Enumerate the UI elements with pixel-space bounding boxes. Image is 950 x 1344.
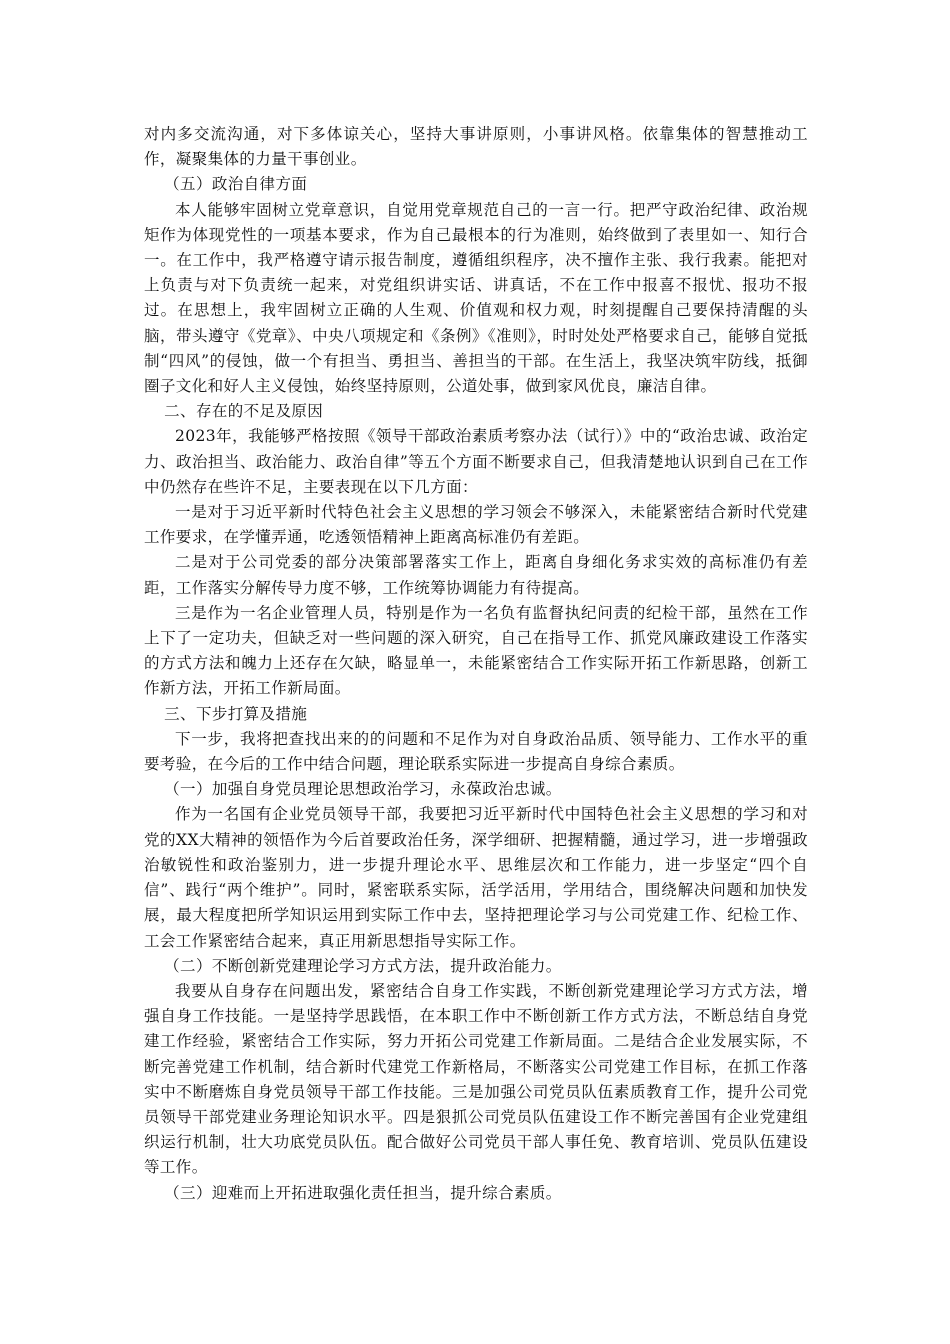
paragraph-shortcoming-1: 一是对于习近平新时代特色社会主义思想的学习领会不够深入，未能紧密结合新时代党建工作要求，在学懂弄通，吃透领悟精神上距离高标准仍有差距。 bbox=[144, 503, 808, 547]
paragraph-next-steps-intro: 下一步，我将把查找出来的的问题和不足作为对自身政治品质、领导能力、工作水平的重要考验，在今后的工作中结合问题，理论联系实际进一步提高自身综合素质。 bbox=[144, 729, 808, 774]
paragraph-shortcoming-3: 三是作为一名企业管理人员，特别是作为一名负有监督执纪问责的纪检干部，虽然在工作上下了一定功夫，但缺乏对一些问题的深入研究，自己在指导工作、抓党风廉政建设工作落实的方式方法和魄力上还存在欠缺，略显单一，未能紧密结合工作实际开拓工作新思路，创新工作新方法，开拓工作新局面。 bbox=[144, 603, 808, 698]
document-body bbox=[144, 122, 808, 1206]
subheading-measure-3: （三）迎难而上开拓进取强化责任担当，提升综合素质。 bbox=[164, 1183, 562, 1202]
paragraph-shortcomings-intro: 2023年，我能够严格按照《领导干部政治素质考察办法（试行）》中的“政治忠诚、政治定力、政治担当、政治能力、政治自律”等五个方面不断要求自己，但我清楚地认识到自己在工作中仍然存在些许不足，主要表现在以下几方面： bbox=[144, 427, 808, 496]
subheading-political-self-discipline: （五）政治自律方面 bbox=[164, 175, 308, 194]
paragraph-measure-1: 作为一名国有企业党员领导干部，我要把习近平新时代中国特色社会主义思想的学习和对党的XX大精神的领悟作为今后首要政治任务，深学细研、把握精髓，通过学习，进一步增强政治敏锐性和政治鉴别力，进一步提升理论水平、思维层次和工作能力，进一步坚定“四个自信”、践行“两个维护”。同时，紧密联系实际，活学活用，学用结合，围绕解决问题和加快发展，最大程度把所学知识运用到实际工作中去，坚持把理论学习与公司党建工作、纪检工作、工会工作紧密结合起来，真正用新思想指导实际工作。 bbox=[144, 805, 808, 950]
section-heading-shortcomings: 二、存在的不足及原因 bbox=[164, 402, 324, 421]
subheading-measure-1: （一）加强自身党员理论思想政治学习，永葆政治忠诚。 bbox=[164, 780, 562, 799]
paragraph-shortcoming-2: 二是对于公司党委的部分决策部署落实工作上，距离自身细化务求实效的高标准仍有差距，工作落实分解传导力度不够，工作统筹协调能力有待提高。 bbox=[144, 553, 808, 597]
paragraph-measure-2: 我要从自身存在问题出发，紧密结合自身工作实践，不断创新党建理论学习方式方法，增强自身工作技能。一是坚持学思践悟，在本职工作中不断创新工作方式方法，不断总结自身党建工作经验，紧密结合工作实际，努力开拓公司党建工作新局面。二是结合企业发展实际，不断完善党建工作机制，结合新时代建党工作新格局，不断落实公司党建工作目标，在抓工作落实中不断磨炼自身党员领导干部工作技能。三是加强公司党员队伍素质教育工作，提升公司党员领导干部党建业务理论知识水平。四是狠抓公司党员队伍建设工作不断完善国有企业党建组织运行机制，壮大功底党员队伍。配合做好公司党员干部人事任免、教育培训、党员队伍建设等工作。 bbox=[144, 981, 808, 1177]
subheading-measure-2: （二）不断创新党建理论学习方式方法，提升政治能力。 bbox=[164, 956, 562, 975]
section-heading-next-steps: 三、下步打算及措施 bbox=[164, 704, 308, 723]
paragraph-continuation: 对内多交流沟通，对下多体谅关心，坚持大事讲原则，小事讲风格。依靠集体的智慧推动工作，凝聚集体的力量干事创业。 bbox=[144, 125, 808, 169]
paragraph-political-self-discipline: 本人能够牢固树立党章意识，自觉用党章规范自己的一言一行。把严守政治纪律、政治规矩作为体现党性的一项基本要求，作为自己最根本的行为准则，始终做到了表里如一、知行合一。在工作中，我严格遵守请示报告制度，遵循组织程序，决不擅作主张、我行我素。能把对上负责与对下负责统一起来，对党组织讲实话、讲真话，不在工作中报喜不报忧、报功不报过。在思想上，我牢固树立正确的人生观、价值观和权力观，时刻提醒自己要保持清醒的头脑，带头遵守《党章》、中央八项规定和《条例》《准则》，时时处处严格要求自己，能够自觉抵制“四风”的侵蚀，做一个有担当、勇担当、善担当的干部。在生活上，我坚决筑牢防线，抵御圈子文化和好人主义侵蚀，始终坚持原则，公道处事，做到家风优良，廉洁自律。 bbox=[144, 200, 808, 396]
